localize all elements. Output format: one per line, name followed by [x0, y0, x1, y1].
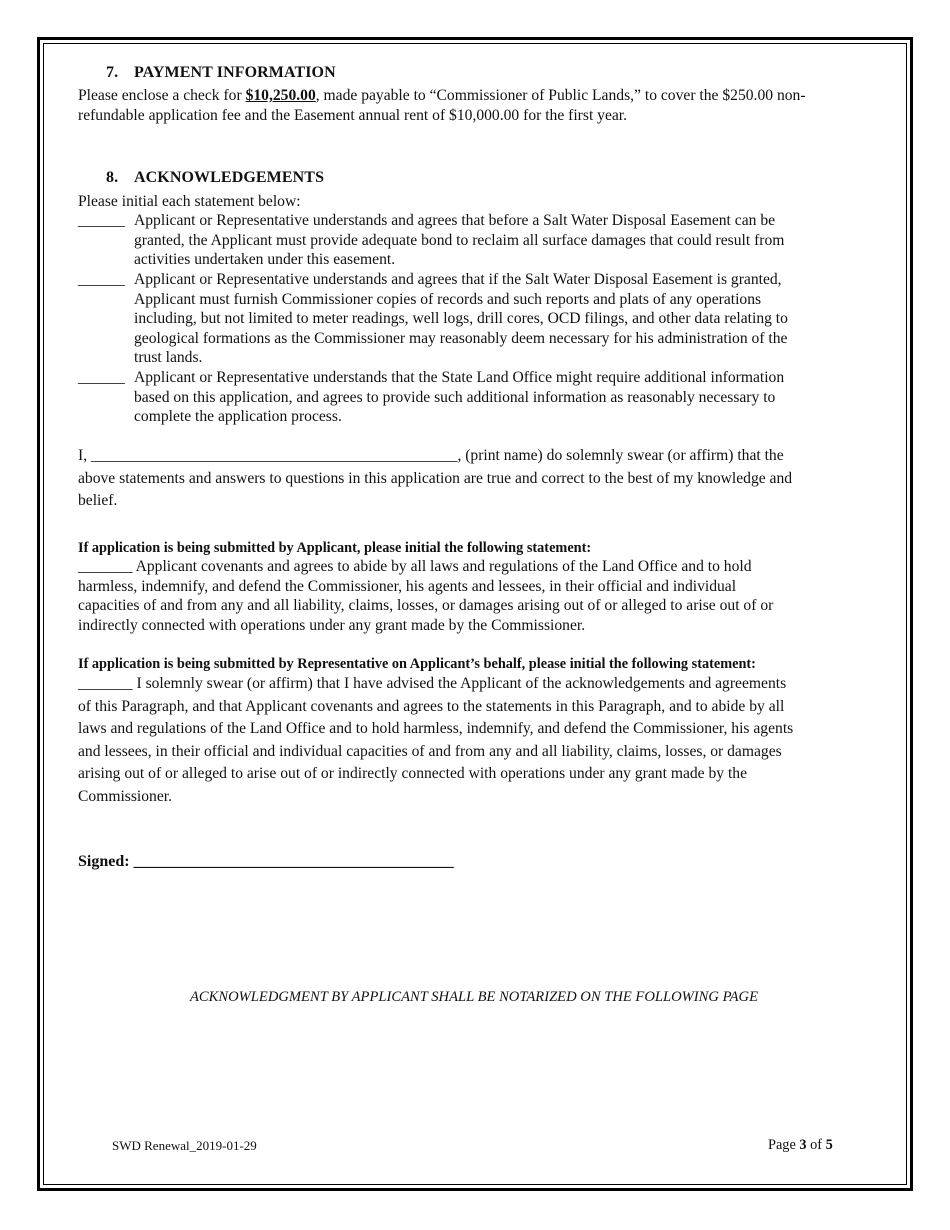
acknowledgement-intro: Please initial each statement below:: [78, 193, 301, 210]
applicant-statement: [78, 557, 878, 635]
statement-line: indirectly connected with operations under any grant made by the Commissioner.: [78, 616, 586, 634]
representative-statement: [78, 673, 878, 808]
notarization-notice: ACKNOWLEDGMENT BY APPLICANT SHALL BE NOTARIZED ON THE FOLLOWING PAGE: [189, 989, 758, 1005]
acknowledgement-line: granted, the Applicant must provide adequate bond to reclaim all surface damages that could result from: [134, 231, 785, 249]
section-8-number: 8.: [106, 169, 119, 186]
oath-paragraph: [78, 445, 878, 513]
statement-line: Commissioner.: [78, 787, 173, 805]
statement-line: and lessees, in their official and individual capacities of and from any and all liability, claims, losses, or damages: [78, 742, 782, 760]
section-7-heading: [106, 64, 336, 82]
oath-line: belief.: [78, 492, 118, 509]
page-word: Page: [768, 1137, 800, 1153]
statement-line: harmless, indemnify, and defend the Commissioner, his agents and lessees, in their official and individual: [78, 577, 737, 595]
section-8-heading: [106, 169, 324, 187]
acknowledgement-line: including, but not limited to meter readings, well logs, drill cores, OCD filings, and other data relating to: [134, 310, 788, 328]
acknowledgement-line: activities undertaken under this easement.: [134, 251, 396, 269]
initial-blank: ______: [78, 212, 125, 229]
statement-line: laws and regulations of the Land Office and to hold harmless, indemnify, and defend the Commissioner, his agents: [78, 720, 794, 737]
section-7-number: 7.: [106, 64, 119, 81]
signature-line[interactable]: ________________________________________: [133, 853, 454, 870]
statement-line: _______ I solemnly swear (or affirm) that I have advised the Applicant of the acknowledgements and agreements: [78, 675, 787, 692]
footer-document-id: SWD Renewal_2019-01-29: [112, 1138, 257, 1153]
signature-field[interactable]: [78, 853, 878, 871]
page-of-word: of: [806, 1137, 826, 1153]
statement-line: _______ Applicant covenants and agrees to abide by all laws and regulations of the Land Office and to hold: [78, 558, 752, 575]
acknowledgement-item: [78, 211, 878, 270]
acknowledgement-line: complete the application process.: [134, 408, 342, 426]
acknowledgement-line: Applicant or Representative understands and agrees that before a Salt Water Disposal Easement can be: [134, 212, 776, 229]
initial-blank: ______: [78, 271, 125, 288]
payment-amount: $10,250.00: [245, 87, 316, 104]
oath-line: I, _______________________________________________, (print name) do solemnly swear (or affirm) that the: [78, 447, 784, 464]
footer-page-number: [768, 1137, 833, 1154]
acknowledgement-line: Applicant or Representative understands and agrees that if the Salt Water Disposal Easement is granted,: [134, 271, 782, 288]
acknowledgement-line: geological formations as the Commissioner may reasonably deem necessary for his administration of the: [134, 329, 788, 347]
statement-line: of this Paragraph, and that Applicant covenants and agrees to the statements in this Paragraph, and to abide by all: [78, 697, 785, 715]
total-pages: 5: [825, 1137, 833, 1153]
initial-blank: ______: [78, 369, 125, 386]
payment-paragraph: [78, 86, 878, 125]
applicant-statement-heading: If application is being submitted by Applicant, please initial the following statement:: [78, 540, 592, 556]
section-7-title: PAYMENT INFORMATION: [134, 64, 336, 81]
current-page: 3: [799, 1137, 807, 1153]
section-8-title: ACKNOWLEDGEMENTS: [134, 169, 325, 186]
payment-text-before: Please enclose a check for: [78, 87, 246, 104]
oath-line: above statements and answers to questions in this application are true and correct to the best of my knowledge and: [78, 469, 793, 487]
acknowledgement-line: Applicant must furnish Commissioner copies of records and such reports and plats of any operations: [134, 290, 762, 308]
acknowledgement-line: trust lands.: [134, 349, 203, 367]
statement-line: arising out of or alleged to arise out of or indirectly connected with operations under any grant made by the: [78, 765, 748, 782]
acknowledgement-line: Applicant or Representative understands that the State Land Office might require additional information: [134, 369, 785, 386]
payment-text-line2: refundable application fee and the Easement annual rent of $10,000.00 for the first year.: [78, 106, 628, 124]
acknowledgement-line: based on this application, and agrees to provide such additional information as reasonably necessary to: [134, 388, 776, 406]
acknowledgement-item: [78, 368, 878, 427]
statement-line: capacities of and from any and all liability, claims, losses, or damages arising out of or alleged to arise out of or: [78, 597, 774, 615]
representative-statement-heading: If application is being submitted by Representative on Applicant’s behalf, please initial the following statement:: [78, 656, 756, 672]
payment-text-after: , made payable to “Commissioner of Public Lands,” to cover the $250.00 non-: [315, 87, 806, 104]
acknowledgement-item: [78, 270, 878, 368]
signature-label: Signed:: [78, 853, 130, 870]
